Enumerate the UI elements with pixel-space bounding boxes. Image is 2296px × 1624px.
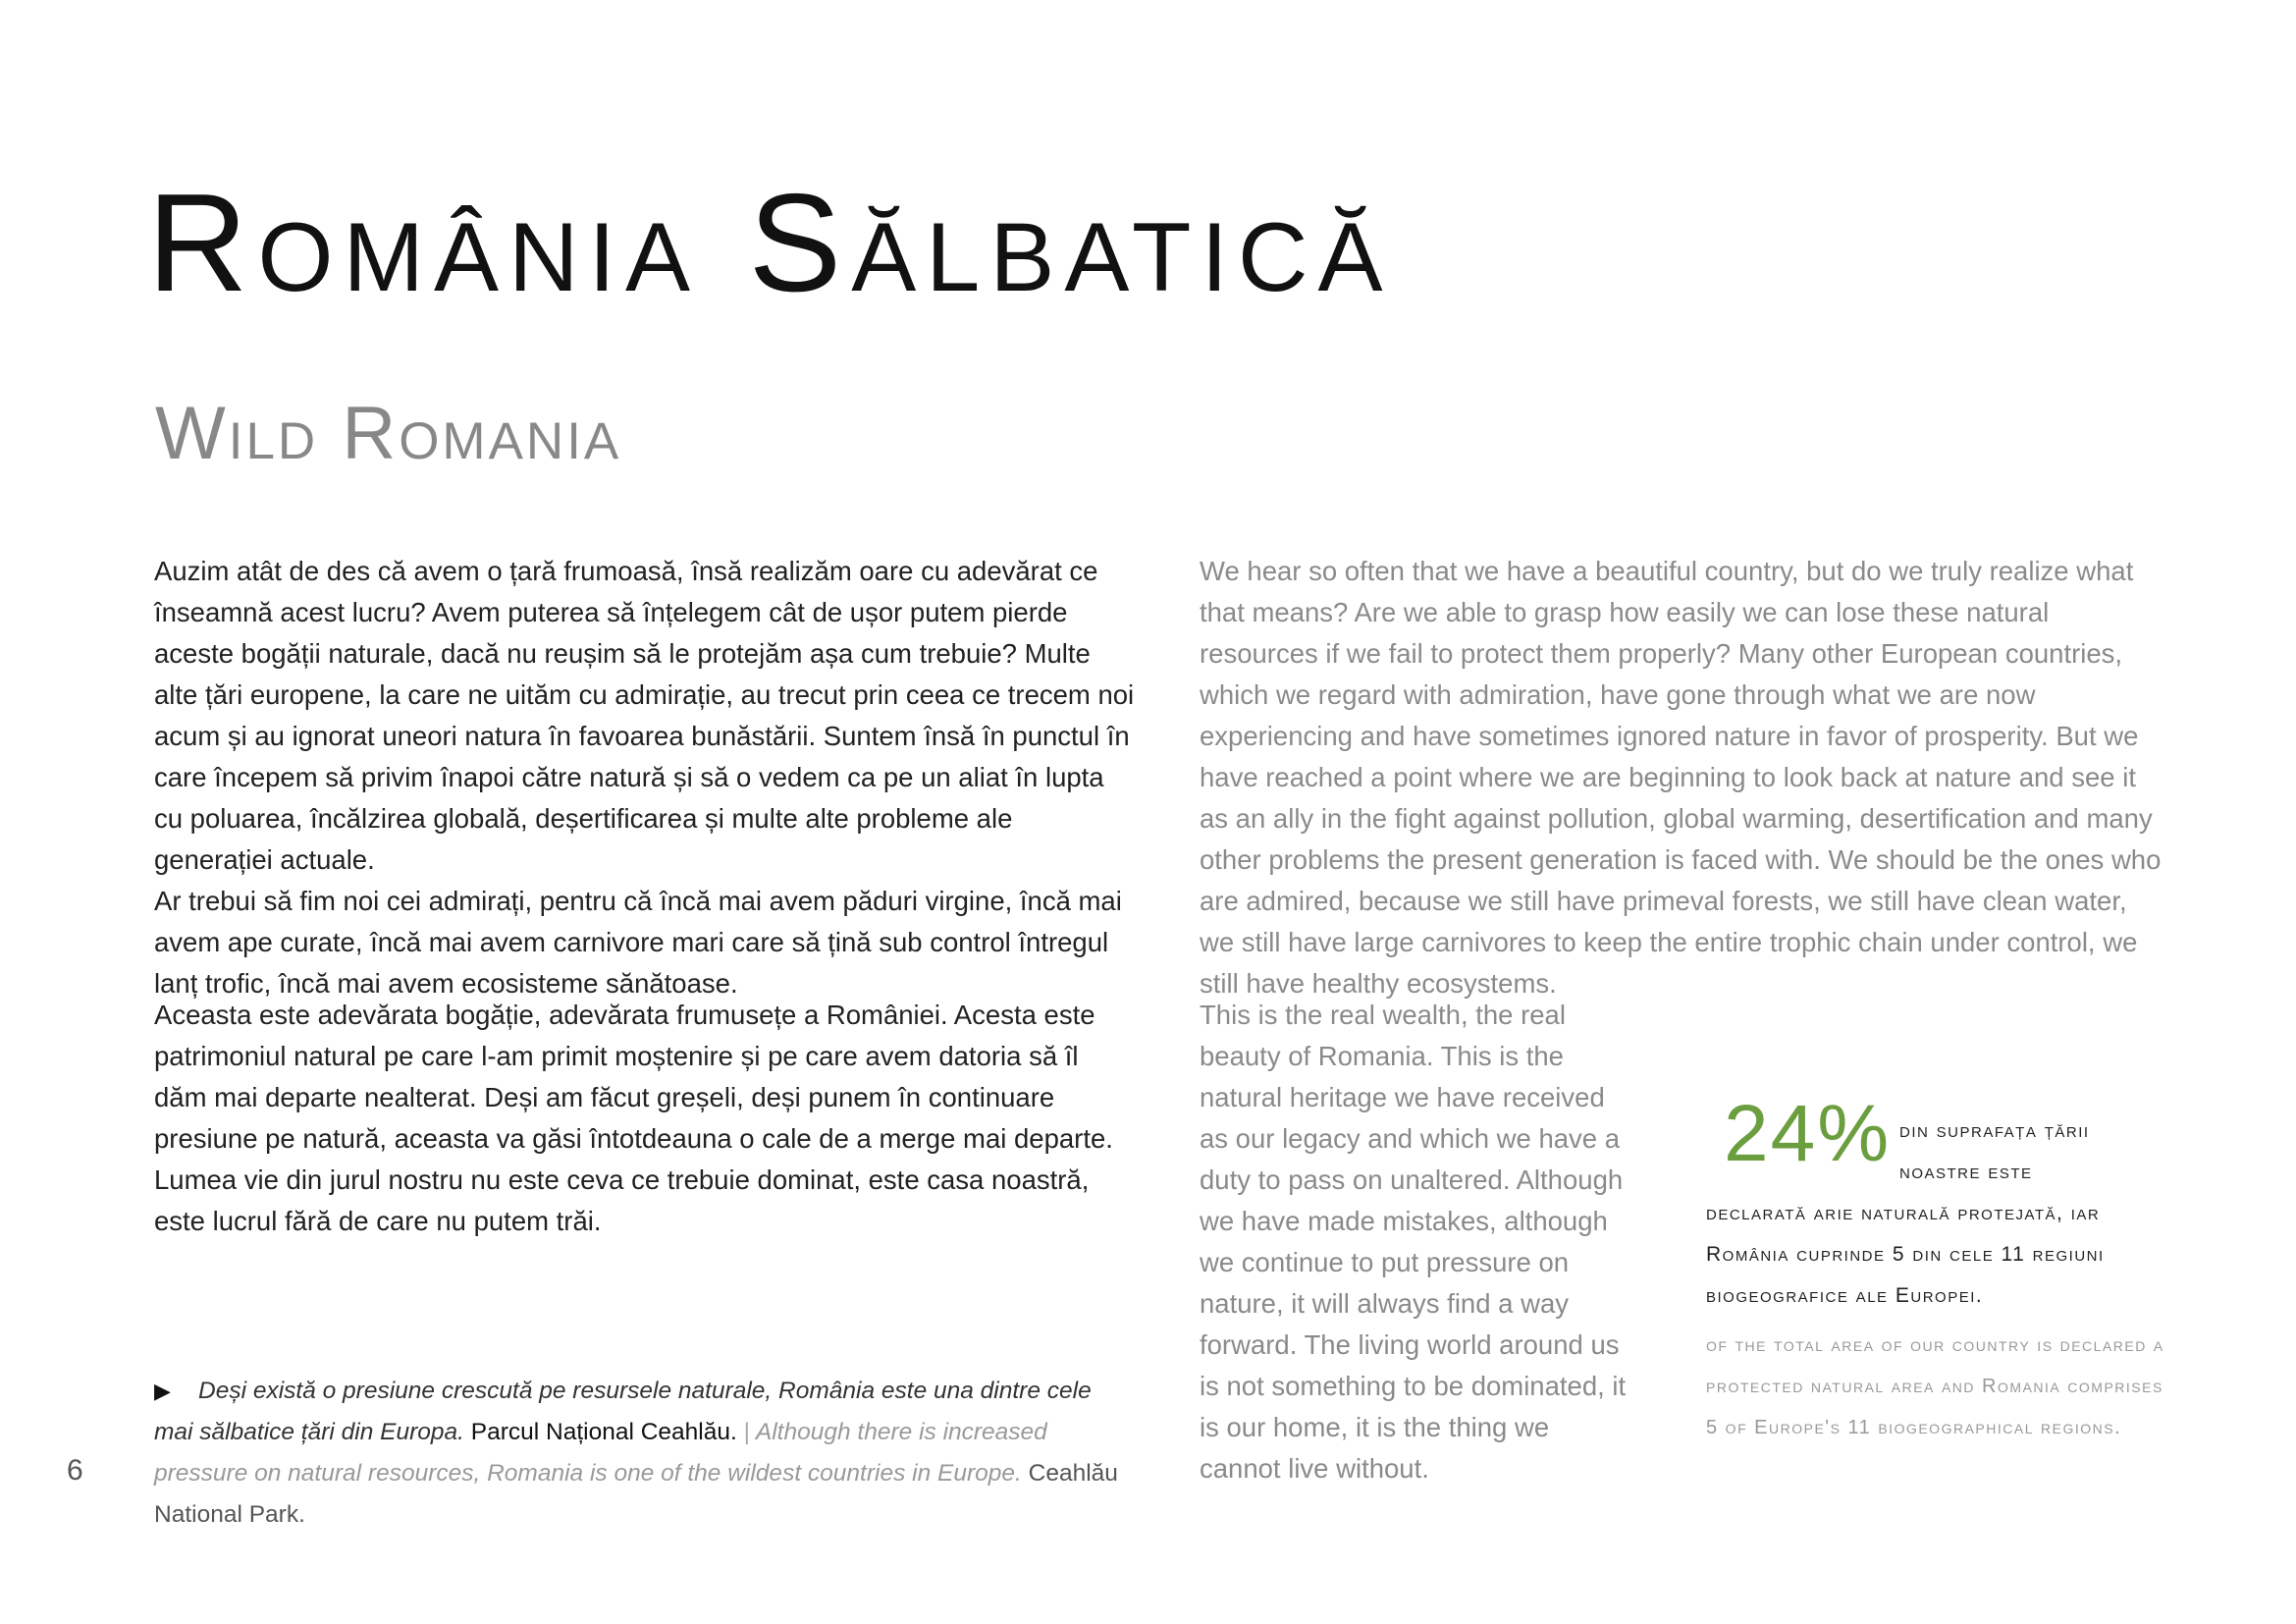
caption-park-name-english: Ceahlău National Park. [154,1460,1118,1528]
romanian-paragraph-2: Aceasta este adevărata bogăție, adevărata frumusețe a României. Acesta este patrimoniul natural pe care l-am primit moștenire și pe care avem datoria să îl dăm mai departe nealterat. Deși am făcut greșeli, deși punem în continuare presiune pe natură, aceasta va găsi întotdeauna o cale de a merge mai departe. Lumea vie din jurul nostru nu este ceva ce trebuie dominat, este casa noastră, este lucrul fără de care nu putem trăi. [154,1000,1113,1236]
english-text-block-1 [1200,551,2166,1004]
stat-romanian-first-lines: din suprafața țării noastre este [1899,1119,2090,1183]
photo-caption [154,1371,1126,1536]
page-title: România Sălbatică [147,165,1393,321]
caption-park-name-romanian: Parcul Național Ceahlău. [470,1419,737,1445]
stat-english-text: of the total area of our country is declared a protected natural area and Romania comprises 5 of Europe's 11 biogeographical regions. [1706,1334,2164,1438]
caption-english-text: Although there is increased pressure on natural resources, Romania is one of the wildest countries in Europe. [154,1419,1047,1487]
stat-romanian-rest: declarată arie naturală protejată, iar România cuprinde 5 din cele 11 regiuni biogeografice ale Europei. [1706,1202,2105,1307]
romanian-paragraph-1: Auzim atât de des că avem o țară frumoasă, însă realizăm oare cu adevărat ce înseamnă acest lucru? Avem puterea să înțelegem cât de ușor putem pierde aceste bogății naturale, dacă nu reușim să le protejăm așa cum trebuie? Multe alte țări europene, la care ne uităm cu admirație, au trecut prin ceea ce trecem noi acum și au ignorat uneori natura în favoarea bunăstării. Suntem însă în punctul în care începem să privim înapoi către natură și să o vedem ca pe un aliat în lupta cu poluarea, încălzirea globală, deșertificarea și multe alte probleme ale generației actuale. [154,556,1135,875]
caption-separator: | [743,1419,750,1445]
caption-marker-icon: ▶ [154,1379,171,1403]
stat-percent: 24% [1724,1089,1892,1178]
page-number: 6 [67,1454,83,1487]
english-text-block-2 [1200,995,1631,1489]
english-paragraph-2: This is the real wealth, the real beauty of Romania. This is the natural heritage we have received as our legacy and which we have a duty to pass on unaltered. Although we have made mistakes, although we continue to put pressure on nature, it will always find a way forward. The living world around us is not something to be dominated, it is our home, it is the thing we cannot live without. [1200,1000,1627,1484]
romanian-text-block-2 [154,995,1136,1242]
romanian-text-block-1 [154,551,1136,1004]
page-subtitle: Wild Romania [155,392,622,475]
romanian-paragraph-1b: Ar trebui să fim noi cei admirați, pentru că încă mai avem păduri virgine, încă mai avem ape curate, încă mai avem carnivore mari care să țină sub control întregul lanț trofic, încă mai avem ecosisteme sănătoase. [154,886,1122,999]
english-paragraph-1: We hear so often that we have a beautiful country, but do we truly realize what that means? Are we able to grasp how easily we can lose these natural resources if we fail to protect them properly? Many other European countries, which we regard with admiration, have gone through what we are now experiencing and have sometimes ignored nature in favor of prosperity. But we have reached a point where we are beginning to look back at nature and see it as an ally in the fight against pollution, global warming, desertification and many other problems the present generation is faced with. We should be the ones who are admired, because we still have primeval forests, we still have clean water, we still have large carnivores to keep the entire trophic chain under control, we still have healthy ecosystems. [1200,556,2162,999]
caption-romanian-text: Deși există o presiune crescută pe resursele naturale, România este una dintre cele mai sălbatice țări din Europa. [154,1378,1092,1445]
